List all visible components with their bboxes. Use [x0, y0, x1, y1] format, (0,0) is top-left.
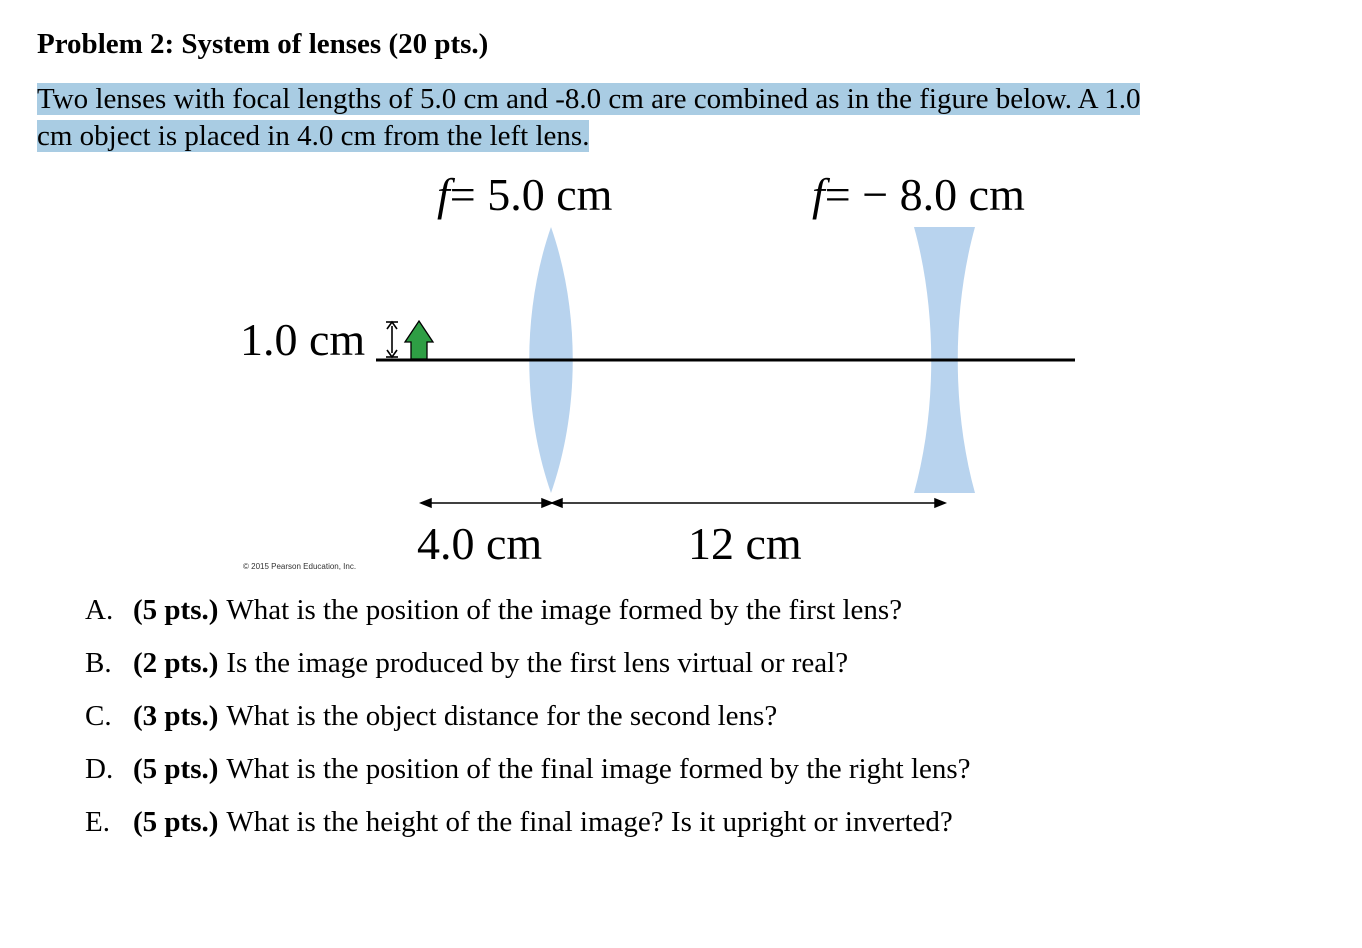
- question-item: [85, 592, 971, 645]
- focal-value: = − 8.0 cm: [824, 169, 1025, 220]
- question-text: What is the height of the final image? Is it upright or inverted?: [226, 806, 953, 838]
- problem-statement: [37, 81, 1287, 155]
- copyright-notice: © 2015 Pearson Education, Inc.: [243, 562, 357, 571]
- question-points: (5 pts.): [133, 753, 219, 785]
- lens-separation-arrow: [552, 499, 945, 507]
- statement-segment: Two lenses with focal lengths of 5.0 cm and: [37, 83, 556, 115]
- object-arrow: [405, 321, 433, 359]
- question-text: What is the position of the image formed by the first lens?: [226, 594, 903, 626]
- question-item: [85, 751, 971, 804]
- question-text: Is the image produced by the first lens virtual or real?: [226, 647, 849, 679]
- question-points: (5 pts.): [133, 594, 219, 626]
- problem-title: Problem 2: System of lenses (20 pts.): [37, 28, 489, 60]
- question-letter: A.: [85, 594, 114, 626]
- lens2-focal-label: [812, 169, 1025, 220]
- question-letter: E.: [85, 806, 110, 838]
- question-text: What is the object distance for the second lens?: [226, 700, 778, 732]
- question-letter: D.: [85, 753, 114, 785]
- question-item: [85, 698, 971, 751]
- lens-diagram: [230, 160, 1090, 580]
- question-letter: C.: [85, 700, 112, 732]
- question-letter: B.: [85, 647, 112, 679]
- statement-segment: left lens.: [489, 120, 590, 152]
- focal-symbol: f: [812, 169, 825, 220]
- focal-value: = 5.0 cm: [449, 169, 613, 220]
- question-points: (3 pts.): [133, 700, 219, 732]
- height-indicator-arrow: [386, 322, 398, 357]
- lens1-focal-label: [437, 169, 613, 220]
- question-points: (5 pts.): [133, 806, 219, 838]
- object-distance-arrow: [421, 499, 552, 507]
- question-item: [85, 645, 971, 698]
- statement-segment: cm object is placed in 4.0 cm from the: [37, 120, 490, 152]
- lens-separation-label: 12 cm: [688, 518, 802, 569]
- question-text: What is the position of the final image formed by the right lens?: [226, 753, 971, 785]
- question-item: [85, 804, 971, 857]
- object-height-label: 1.0 cm: [240, 314, 366, 365]
- statement-segment: -8.0 cm are combined as in the figure below. A 1.0: [555, 83, 1141, 115]
- lens-system-figure: [230, 160, 1090, 580]
- question-points: (2 pts.): [133, 647, 219, 679]
- focal-symbol: f: [437, 169, 450, 220]
- object-distance-label: 4.0 cm: [417, 518, 543, 569]
- question-list: [85, 592, 971, 857]
